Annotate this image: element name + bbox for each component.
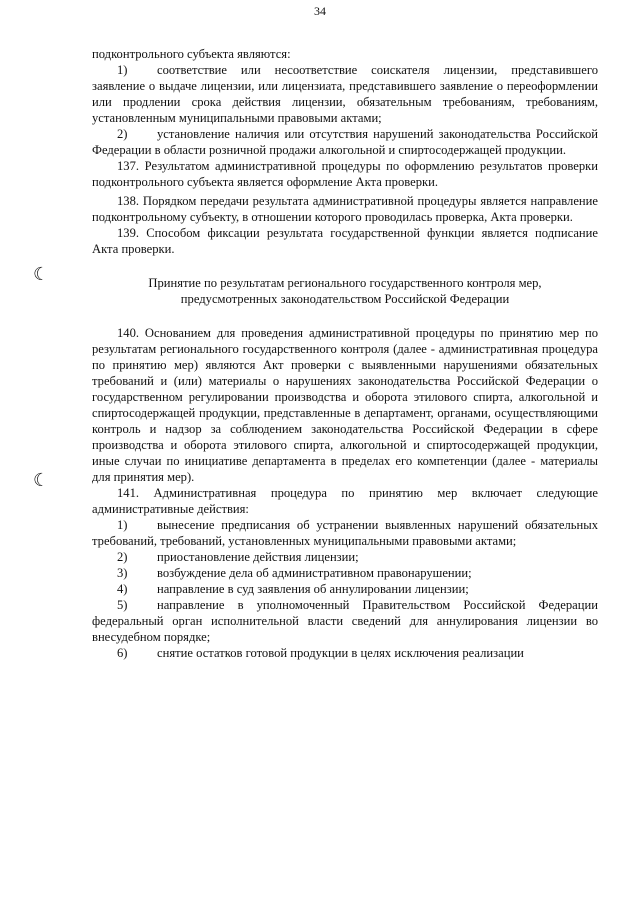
page-number: 34 — [314, 4, 326, 18]
intro-line: подконтрольного субъекта являются: — [92, 47, 291, 61]
item-text: направление в уполномоченный Правительством Российской Федерации федеральный орган исполнительной власти сведений для аннулирования лицензии во внесудебном порядке; — [92, 598, 598, 644]
paragraph-137: 137. Результатом административной процедуры по оформлению результатов проверки подконтрольного субъекта является оформление Акта проверки. — [92, 159, 598, 189]
action-item-4 — [92, 581, 598, 597]
item-text: установление наличия или отсутствия нарушений законодательства Российской Федерации в области розничной продажи алкогольной и спиртосодержащей продукции. — [92, 127, 598, 157]
punch-hole-mark-icon: ☾ — [33, 470, 50, 491]
paragraph-141: 141. Административная процедура по принятию мер включает следующие административные действия: — [92, 486, 598, 516]
item-text: вынесение предписания об устранении выявленных нарушений обязательных требований, требований, установленных муниципальными правовыми актами; — [92, 518, 598, 548]
item-text: соответствие или несоответствие соискателя лицензии, представившего заявление о выдаче лицензии, или лицензиата, представившего заявление о переоформлении или продлении срока действия лицензии, обязательным требованиям, требованиям, установленным муниципальными правовыми актами; — [92, 63, 598, 125]
actions-list — [92, 517, 598, 661]
criteria-item-2 — [92, 126, 598, 158]
item-number: 2) — [117, 127, 128, 141]
item-number: 2) — [117, 550, 128, 564]
heading-line-2: предусмотренных законодательством Российской Федерации — [180, 292, 510, 306]
section-heading — [92, 275, 598, 307]
item-number: 5) — [117, 598, 128, 612]
item-number: 3) — [117, 566, 128, 580]
item-text: направление в суд заявления об аннулировании лицензии; — [157, 582, 469, 596]
item-text: приостановление действия лицензии; — [157, 550, 359, 564]
item-text: снятие остатков готовой продукции в целях исключения реализации — [157, 646, 524, 660]
item-number: 1) — [117, 63, 128, 77]
action-item-5 — [92, 597, 598, 645]
action-item-6 — [92, 645, 598, 661]
item-number: 1) — [117, 518, 128, 532]
action-item-2 — [92, 549, 598, 565]
paragraph-138: 138. Порядком передачи результата административной процедуры является направление подконтрольному субъекту, в отношении которого проводилась проверка, Акта проверки. — [92, 194, 598, 224]
action-item-1 — [92, 517, 598, 549]
heading-line-1: Принятие по результатам регионального государственного контроля мер, — [148, 276, 542, 290]
document-body — [92, 46, 598, 661]
item-text: возбуждение дела об административном правонарушении; — [157, 566, 472, 580]
item-number: 6) — [117, 646, 128, 660]
item-number: 4) — [117, 582, 128, 596]
criteria-item-1 — [92, 62, 598, 126]
paragraph-139: 139. Способом фиксации результата государственной функции является подписание Акта проверки. — [92, 226, 598, 256]
punch-hole-mark-icon: ☾ — [33, 264, 50, 285]
action-item-3 — [92, 565, 598, 581]
paragraph-140: 140. Основанием для проведения административной процедуры по принятию мер по результатам регионального государственного контроля (далее - административная процедура по принятию мер) являются Акт проверки с выявленными нарушениями обязательных требований и (или) материалы о нарушениях законодательства Российской Федерации о государственном регулировании производства и оборота этилового спирта, алкогольной и спиртосодержащей продукции, представленные в департамент, органами, осуществляющими контроль и надзор за соблюдением законодательства Российской Федерации в сфере производства и оборота этилового спирта, алкогольной и спиртосодержащей продукции, иные случаи по инициативе департамента в пределах его компетенции (далее - материалы для принятия мер). — [92, 326, 598, 484]
